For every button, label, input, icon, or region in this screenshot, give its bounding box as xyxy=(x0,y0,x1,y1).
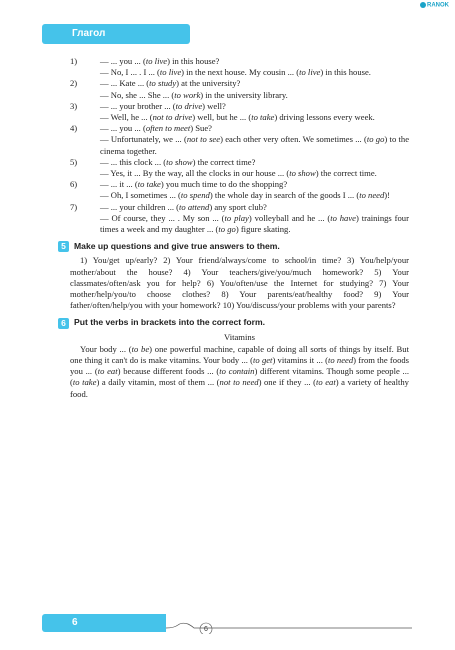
dialogue xyxy=(100,179,409,201)
exercise-item xyxy=(70,202,409,236)
verb-hint: to live xyxy=(159,67,182,78)
dialogue-line: — Oh, I sometimes ... (to spend) the whole day in search of the goods I ... (to need)! xyxy=(100,190,391,201)
dialogue-line: — ... Kate ... (to study) at the university? xyxy=(100,78,241,89)
exercise-number: 1) xyxy=(70,56,78,66)
dialogue-line: — No, I ... . I ... (to live) in the next house. My cousin ... (to live) in this house. xyxy=(100,67,371,78)
task-5-text: 1) You/get up/early? 2) Your friend/always/come to school/in time? 3) You/help/your mother/about the house? 4) Your teachers/give/you/much homework? 5) Your classmates/often/ask you for help? 6) You/often/use the Internet for studying? 7) Your mother/help/you/to choose clothes? 8) Your parents/eat/healthy food? 9) Your father/often/help/you with your homework? 10) You/discuss/your problems with your parents? xyxy=(70,255,409,311)
task-6-text: Your body ... (to be) one powerful machine, capable of doing all sorts of things by itself. But one thing it can't do is make vitamins. Your body ... (to get) vitamins it ... (to need) from the foods you ... (to eat) because different foods ... (to contain) different vitamins. Though some people ... (to take) a daily vitamin, most of them ... (not to need) one if they ... (to eat) a variety of healthy food. xyxy=(70,343,410,399)
verb-hint: to go xyxy=(366,134,385,145)
dialogue xyxy=(100,78,409,100)
verb-hint: to go xyxy=(218,224,236,235)
task-number-badge: 5 xyxy=(58,241,69,252)
verb-hint: to eat xyxy=(315,377,336,388)
verb-hint: to take xyxy=(72,377,97,388)
exercise-number: 2) xyxy=(70,78,78,89)
exercise-item xyxy=(70,157,409,179)
verb-hint: to have xyxy=(330,212,356,223)
dialogue-line: — ... your brother ... (to drive) well? xyxy=(100,100,226,111)
verb-hint: often to meet xyxy=(145,123,191,134)
exercise-number: 7) xyxy=(70,201,78,212)
verb-hint: to live xyxy=(299,67,321,78)
exercise-list xyxy=(70,56,409,235)
text-title: Vitamins xyxy=(224,331,255,342)
verb-hint: to get xyxy=(253,355,273,366)
verb-hint: to show xyxy=(166,156,193,167)
footer-tab xyxy=(42,614,166,632)
exercise-number: 5) xyxy=(70,156,78,167)
task-number-badge: 6 xyxy=(58,318,69,329)
publisher-name: RANOK xyxy=(427,2,449,9)
verb-hint: to eat xyxy=(97,366,118,377)
verb-hint: to work xyxy=(174,89,201,100)
exercise-number: 4) xyxy=(70,123,78,134)
exercise-item xyxy=(70,179,409,201)
dialogue-line: — Unfortunately, we ... (not to see) each other very often. We sometimes ... (to go) to the cinema together. xyxy=(100,134,410,156)
verb-hint: to take xyxy=(137,179,161,190)
dialogue-line: — No, she ... She ... (to work) in the university library. xyxy=(100,89,288,100)
exercise-number: 6) xyxy=(70,179,78,190)
dialogue xyxy=(100,202,409,236)
task-title: Make up questions and give true answers to them. xyxy=(74,241,280,252)
dialogue-line: — Well, he ... (not to drive) well, but he ... (to take) driving lessons every week. xyxy=(100,112,375,123)
dialogue-line: — ... this clock ... (to show) the correct time? xyxy=(100,156,256,167)
dialogue-line: — Of course, they ... . My son ... (to play) volleyball and he ... (to have) trainings four times a week and my daughter ... (to go) figure skating. xyxy=(100,212,409,235)
dialogue xyxy=(100,56,409,78)
exercise-item xyxy=(70,101,409,123)
verb-hint: to spend xyxy=(180,190,210,201)
verb-hint: to need xyxy=(327,355,354,366)
verb-hint: to need xyxy=(359,190,385,201)
dialogue xyxy=(100,157,409,179)
task-6-header xyxy=(58,317,409,328)
publisher-logo xyxy=(420,2,449,9)
dialogue xyxy=(100,101,409,123)
dialogue-line: — ... you ... (often to meet) Sue? xyxy=(100,123,212,134)
footer-tab-number: 6 xyxy=(72,617,78,628)
verb-hint: to be xyxy=(131,343,150,354)
page-number: 6 xyxy=(204,626,208,633)
verb-hint: to take xyxy=(251,112,275,123)
exercise-number: 3) xyxy=(70,100,78,111)
dialogue-line: — ... your children ... (to attend) any sport club? xyxy=(100,201,267,212)
dialogue xyxy=(100,123,409,157)
verb-hint: to contain xyxy=(219,366,255,377)
task-title: Put the verbs in brackets into the correct form. xyxy=(74,317,266,328)
verb-hint: to drive xyxy=(175,100,203,111)
section-header xyxy=(42,24,190,44)
exercise-item xyxy=(70,123,409,157)
task-5-header xyxy=(58,241,409,252)
dialogue-line: — Yes, it ... By the way, all the clocks in our house ... (to show) the correct time. xyxy=(100,168,377,179)
verb-hint: not to need xyxy=(219,377,259,388)
dialogue-line: — ... you ... (to live) in this house? xyxy=(100,56,220,66)
verb-hint: not to see xyxy=(186,134,221,145)
verb-hint: to attend xyxy=(179,201,210,212)
dialogue-line: — ... it ... (to take) you much time to do the shopping? xyxy=(100,179,288,190)
section-title: Глагол xyxy=(72,28,106,39)
exercise-item xyxy=(70,56,409,78)
verb-hint: to live xyxy=(145,56,168,66)
exercise-item xyxy=(70,78,409,100)
verb-hint: to show xyxy=(289,168,316,179)
page-content xyxy=(61,56,410,400)
verb-hint: not to drive xyxy=(152,112,193,123)
logo-mark-icon xyxy=(420,2,426,8)
verb-hint: to study xyxy=(149,78,177,89)
verb-hint: to play xyxy=(224,212,249,223)
